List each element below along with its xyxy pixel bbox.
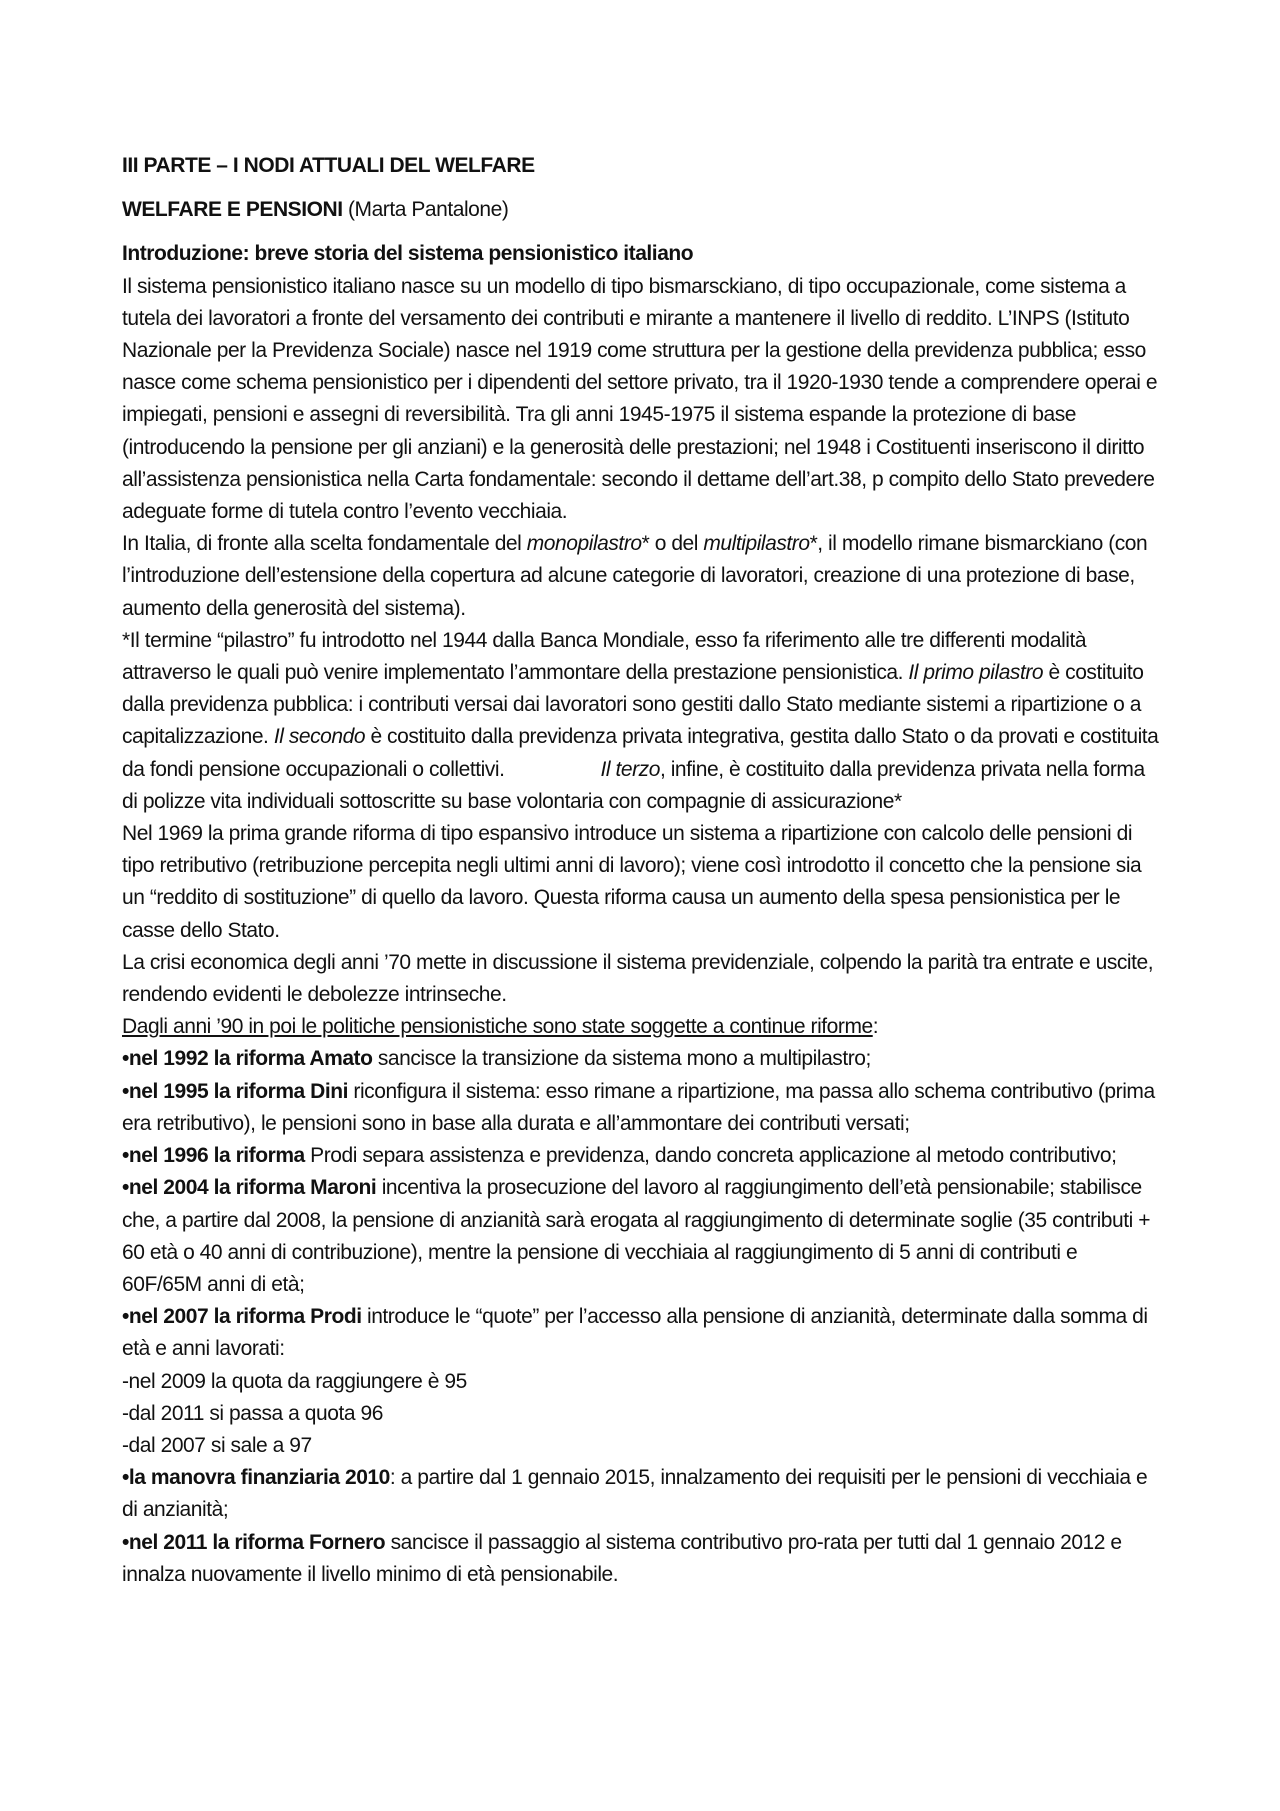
paragraph-3 xyxy=(122,625,1162,818)
p2-term-monopilastro: monopilastro xyxy=(526,532,642,556)
p6-colon: : xyxy=(872,1015,879,1039)
reform-text: sancisce il passaggio al sistema contributivo pro-rata per tutti dal 1 gennaio 2012 e innalza nuovamente il livello minimo di età pensionabile. xyxy=(122,1530,1122,1586)
p2-text-e: *, il modello rimane bismarckiano (con l’introduzione dell’estensione della copertura ad alcune categorie di lavoratori, creazione di una protezione di base, aumento della generosità del sistema). xyxy=(122,532,1148,620)
reform-item xyxy=(122,1140,1162,1172)
reform-label: •nel 1995 la riforma Dini xyxy=(122,1079,349,1103)
reform-label: •la manovra finanziaria 2010 xyxy=(122,1466,390,1490)
reform-text: sancisce la transizione da sistema mono a multipilastro; xyxy=(372,1047,871,1071)
reform-item xyxy=(122,1076,1162,1140)
reform-text: riconfigura il sistema: esso rimane a ripartizione, ma passa allo schema contributivo (prima era retributivo), le pensioni sono in base alla durata e all’ammontare dei contributi versati; xyxy=(122,1079,1155,1135)
quota-item: -dal 2007 si sale a 97 xyxy=(122,1433,312,1457)
reform-text: incentiva la prosecuzione del lavoro al raggiungimento dell’età pensionabile; stabilisce che, a partire dal 2008, la pensione di anzianità sarà erogata al raggiungimento di determinate soglie (35 contributi + 60 età o 40 anni di contribuzione), mentre la pensione di vecchiaia al raggiungimento di 5 anni di contributi e 60F/65M anni di età; xyxy=(122,1176,1151,1296)
paragraph-2 xyxy=(122,528,1162,625)
p2-term-multipilastro: multipilastro xyxy=(703,532,810,556)
part-title: III PARTE – I NODI ATTUALI DEL WELFARE xyxy=(122,154,535,177)
quota-item: -dal 2011 si passa a quota 96 xyxy=(122,1401,383,1425)
reform-text: : a partire dal 1 gennaio 2015, innalzamento dei requisiti per le pensioni di vecchiaia e di anzianità; xyxy=(122,1466,1148,1522)
p3-text-e: è costituito dalla previdenza privata integrativa, gestita dallo Stato o da provati e costituita da fondi pensione occupazionali o collettivi. xyxy=(122,725,1159,781)
paragraph-4: Nel 1969 la prima grande riforma di tipo espansivo introduce un sistema a ripartizione con calcolo delle pensioni di tipo retributivo (retribuzione percepita negli ultimi anni di lavoro); viene così introdotto il concetto che la pensione sia un “reddito di sostituzione” di quello da lavoro. Questa riforma causa un aumento della spesa pensionistica per le casse dello Stato. xyxy=(122,822,1142,942)
reform-text: Prodi separa assistenza e previdenza, dando concreta applicazione al metodo contributivo; xyxy=(304,1144,1117,1168)
reform-item xyxy=(122,1172,1162,1301)
paragraph-5: La crisi economica degli anni ’70 mette in discussione il sistema previdenziale, colpendo la parità tra entrate e uscite, rendendo evidenti le debolezze intrinseche. xyxy=(122,950,1154,1007)
reform-item xyxy=(122,1462,1162,1526)
quota-item: -nel 2009 la quota da raggiungere è 95 xyxy=(122,1369,467,1393)
paragraph-6 xyxy=(122,1011,1162,1043)
reform-label: •nel 1996 la riforma xyxy=(122,1144,305,1168)
p3-text-a: *Il termine “pilastro” fu introdotto nel 1944 dalla Banca Mondiale, esso fa riferimento alle tre differenti modalità attraverso le quali può venire implementato l’ammontare della prestazione pensionistica. xyxy=(122,628,1087,685)
chapter-author: (Marta Pantalone) xyxy=(342,198,509,222)
p3-term-terzo: Il terzo xyxy=(600,757,660,781)
reform-item xyxy=(122,1043,1162,1075)
p3-term-primo: Il primo pilastro xyxy=(908,661,1044,685)
reform-label: •nel 2007 la riforma Prodi xyxy=(122,1305,362,1329)
reform-label: •nel 2004 la riforma Maroni xyxy=(122,1176,377,1200)
chapter-title xyxy=(122,194,1162,226)
p3-text-c: è costituito dalla previdenza pubblica: i contributi versai dai lavoratori sono gestiti dallo Stato mediante sistemi a ripartizione o a capitalizzazione. xyxy=(122,661,1144,749)
p3-term-secondo: Il secondo xyxy=(273,725,366,749)
chapter-title-bold: WELFARE E PENSIONI xyxy=(122,198,343,222)
intro-heading: Introduzione: breve storia del sistema pensionistico italiano xyxy=(122,242,694,266)
p6-underlined: Dagli anni ’90 in poi le politiche pensionistiche sono state soggette a continue riforme xyxy=(122,1015,873,1039)
reform-label: •nel 1992 la riforma Amato xyxy=(122,1047,373,1071)
reform-label: •nel 2011 la riforma Fornero xyxy=(122,1530,386,1554)
p2-text-c: * o del xyxy=(641,532,704,556)
reform-text: introduce le “quote” per l’accesso alla pensione di anzianità, determinate dalla somma di età e anni lavorati: xyxy=(122,1305,1148,1361)
p2-text-a: In Italia, di fronte alla scelta fondamentale del xyxy=(122,532,527,556)
paragraph-1: Il sistema pensionistico italiano nasce su un modello di tipo bismarsckiano, di tipo occupazionale, come sistema a tutela dei lavoratori a fronte del versamento dei contributi e mirante a mantenere il livello di reddito. L’INPS (Istituto Nazionale per la Previdenza Sociale) nasce nel 1919 come struttura per la gestione della previdenza pubblica; esso nasce come schema pensionistico per i dipendenti del settore privato, tra il 1920-1930 tende a comprendere operai e impiegati, pensioni e assegni di reversibilità. Tra gli anni 1945-1975 il sistema espande la protezione di base (introducendo la pensione per gli anziani) e la generosità delle prestazioni; nel 1948 i Costituenti inseriscono il diritto all’assistenza pensionistica nella Carta fondamentale: secondo il dettame dell’art.38, p compito dello Stato prevedere adeguate forme di tutela contro l’evento vecchiaia. xyxy=(122,274,1158,524)
reform-item xyxy=(122,1301,1162,1365)
p3-text-g: , infine, è costituito dalla previdenza privata nella forma di polizze vita individuali sottoscritte su base volontaria con compagnie di assicurazione* xyxy=(122,757,1145,813)
document-page xyxy=(122,150,1162,1591)
reform-item xyxy=(122,1527,1162,1591)
